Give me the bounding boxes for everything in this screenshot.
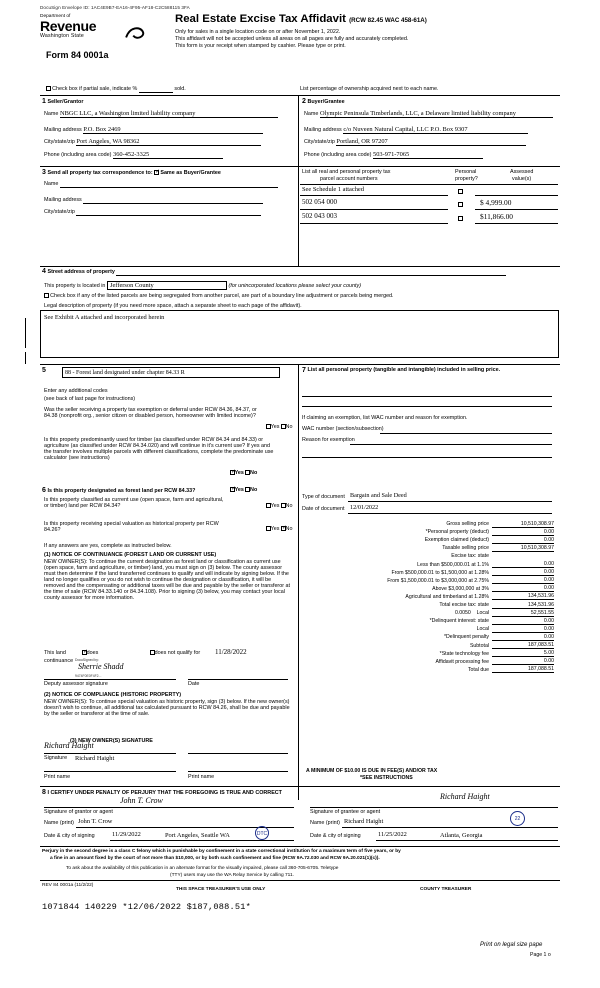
fin-label: *Delinquent penalty xyxy=(444,634,489,641)
segregated-row xyxy=(44,293,394,299)
ownership-note: List percentage of ownership acquired next to each name. xyxy=(300,86,439,92)
corr-city-label: City/state/zip xyxy=(44,209,75,215)
land-use-code-value: 88 - Forest land designated under chapter 84.33 R xyxy=(65,370,185,376)
fin-value[interactable]: 0.00 xyxy=(492,616,554,624)
new-owner-sig-label: Signature xyxy=(44,755,68,761)
fin-value[interactable]: 0.00 xyxy=(492,584,554,592)
form-header xyxy=(40,14,560,74)
if-any-yes-note: If any answers are yes, complete as instructed below. xyxy=(44,543,172,549)
new-owner-printed[interactable]: Richard Haight xyxy=(75,755,115,762)
table-row xyxy=(302,543,554,551)
seller-city-label: City/state/zip xyxy=(44,139,75,145)
partial-sale-row xyxy=(46,86,186,93)
same-as-buyer-checkbox[interactable] xyxy=(154,170,159,175)
table-row xyxy=(302,592,554,600)
revenue-swirl-icon xyxy=(124,25,146,41)
parcel-col2-header-2: property? xyxy=(455,176,478,182)
seller-phone-value[interactable]: 360-452-3325 xyxy=(113,151,223,159)
fin-label: Above $3,000,000 at 3% xyxy=(432,585,489,592)
fin-value[interactable]: 0.00 xyxy=(492,568,554,576)
print-name-label-left: Print name xyxy=(44,774,71,780)
fin-label: From $1,500,000.01 to $3,000,000 at 2.75% xyxy=(387,577,489,584)
personal-property-checkbox[interactable] xyxy=(458,189,463,194)
header-sub-2: This affidavit will not be accepted unless all areas on all pages are fully and accurately completed. xyxy=(175,36,409,42)
table-row xyxy=(302,584,554,592)
treasurer-space-label: THIS SPACE TREASURER'S USE ONLY xyxy=(176,887,266,892)
section-2-number: 2 xyxy=(302,98,306,105)
section-4-number: 4 xyxy=(42,268,46,275)
tax-calculation-table xyxy=(302,519,554,673)
located-in-row xyxy=(44,281,361,290)
fin-value[interactable]: 0.00 xyxy=(492,559,554,567)
table-row xyxy=(302,212,337,220)
print-name-label-right: Print name xyxy=(188,774,215,780)
fin-label: Subtotal xyxy=(469,642,489,649)
section-personal-property xyxy=(302,367,537,374)
fin-value[interactable]: 134,531.96 xyxy=(492,592,554,600)
accessibility-note-line2: (TTY) users may use the WA Relay Service by calling 711. xyxy=(170,873,294,878)
fin-value[interactable]: 0.00 xyxy=(492,657,554,665)
q2-no-label: No xyxy=(250,470,258,477)
corr-mail-row xyxy=(44,197,263,204)
section-street-address xyxy=(42,268,506,276)
section-use-code xyxy=(42,367,46,374)
corr-name-label: Name xyxy=(44,181,59,187)
q6c-no-checkbox[interactable] xyxy=(281,526,286,531)
document-type-label: Type of document xyxy=(302,494,345,500)
fin-value[interactable]: 187,083.51 xyxy=(492,640,554,648)
q6c-no-label: No xyxy=(285,526,293,533)
q6b-no-label: No xyxy=(285,503,293,510)
see-instructions-note: *SEE INSTRUCTIONS xyxy=(360,775,413,781)
buyer-phone-value[interactable]: 503-971-7065 xyxy=(373,151,483,159)
fin-label: Exemption claimed (deduct) xyxy=(424,537,489,544)
q2-yes-checkbox[interactable] xyxy=(230,470,235,475)
partial-sale-checkbox[interactable] xyxy=(46,86,51,91)
section-3-title: Send all property tax correspondence to: xyxy=(47,170,153,176)
fin-value[interactable]: 5.00 xyxy=(492,649,554,657)
current-use-question: Is this property classified as current use (open space, farm and agricultural, or timber) land per RCW 84.34? xyxy=(44,497,224,509)
fin-value[interactable]: 134,531.96 xyxy=(492,600,554,608)
seller-mail-row xyxy=(44,126,263,134)
q6a-no-label: No xyxy=(250,487,258,494)
personal-property-checkbox[interactable] xyxy=(458,202,463,207)
timber-use-question: Is this property predominantly used for timber (as classified under RCW 84.34 and 84.33) or agriculture (as classified under RCW 84.34.020) and will continue in it's current use? If yes and the transfer involves multiple parcels with different classifications, complete the predominate use calculator (see instructions) xyxy=(44,437,274,461)
wac-number-label: WAC number (section/subsection) xyxy=(302,426,384,432)
table-row xyxy=(302,649,554,657)
fin-value[interactable]: 10,510,308.97 xyxy=(492,519,554,527)
exemption-question: Was the seller receiving a property tax exemption or deferral under RCW 84.36, 84.37, or 84.38 (nonprofit org., senior citizen or disabled person, homeowner with limited income)? xyxy=(44,407,257,419)
fin-value[interactable]: 0.00 xyxy=(492,576,554,584)
section-7-title: List all personal property (tangible and intangible) included in selling price. xyxy=(307,367,501,373)
grantor-print-label: Name (print) xyxy=(44,820,74,826)
minimum-due-note: A MINIMUM OF $10.00 IS DUE IN FEE(S) AND/OR TAX xyxy=(306,768,438,774)
treasurer-stamp: 1071844 140229 *12/06/2022 $187,088.51* xyxy=(42,902,251,912)
fin-label: Agricultural and timberland at 1.28% xyxy=(405,593,489,600)
parcel-col1-header-2: parcel account numbers xyxy=(320,176,378,182)
docusign-envelope-id: DocuSign Envelope ID: 1AC4E9B7-EA16-4F95-AF18-C2C588115 3FA xyxy=(40,5,190,10)
page-title xyxy=(175,13,427,25)
land-use-code-select[interactable] xyxy=(62,367,280,378)
fin-label: From $500,000.01 to $1,500,000 at 1.28% xyxy=(391,569,489,576)
buyer-name-row xyxy=(304,110,553,118)
buyer-mail-label: Mailing address xyxy=(304,127,342,133)
continuance-label: continuance xyxy=(44,658,74,664)
deputy-assessor-label: Deputy assessor signature xyxy=(44,681,108,687)
exemption-note: If claiming an exemption, list WAC number and reason for exemption. xyxy=(302,415,468,421)
accessibility-note-line1: To ask about the availability of this publication in an alternate format for the visually impaired, please call 360-705-6705. Teletype xyxy=(66,866,339,871)
fin-value[interactable]: 0.00 xyxy=(492,535,554,543)
grantee-print-name[interactable]: Richard Haight xyxy=(344,818,384,825)
buyer-phone-row xyxy=(304,151,483,159)
legal-description-box[interactable] xyxy=(40,310,559,358)
table-row xyxy=(302,535,554,543)
header-sub-3: This form is your receipt when stamped by cashier. Please type or print. xyxy=(175,43,346,49)
document-date-label: Date of document xyxy=(302,506,345,512)
section-3-number: 3 xyxy=(42,169,46,176)
see-back-note: (see back of last page for instructions) xyxy=(44,396,136,402)
fin-label: Affidavit processing fee xyxy=(435,658,489,665)
q6b-answer-group xyxy=(266,503,292,509)
corr-city-row xyxy=(44,209,261,216)
q6a-answer-group xyxy=(230,487,257,493)
grantor-date-value[interactable]: 11/29/2022 xyxy=(112,831,141,838)
perjury-note-line1: Perjury in the second degree is a class C felony which is punishable by confinement in a state correctional institution for a maximum term of five years, or by xyxy=(42,849,401,854)
docusign-stamp-id: 9474F0E0F4F2... xyxy=(75,674,102,678)
does-not-qualify-group xyxy=(150,650,200,656)
seller-city-row xyxy=(44,138,261,146)
grantee-date-value[interactable]: 11/25/2022 xyxy=(378,831,407,838)
segregated-checkbox[interactable] xyxy=(44,293,49,298)
notary-stamp-grantee: 22 xyxy=(510,811,525,826)
section-7-number: 7 xyxy=(302,367,306,374)
section-1-title: Seller/Grantor xyxy=(47,99,84,105)
q6a-yes-checkbox[interactable] xyxy=(230,487,235,492)
print-legal-size-note: Print on legal size pape xyxy=(480,942,543,948)
fin-value[interactable]: 0.00 xyxy=(492,527,554,535)
buyer-name-value[interactable]: Olympic Peninsula Timberlands, LLC, a Delaware limited liability company xyxy=(320,110,553,118)
fin-label: Total due xyxy=(467,666,489,673)
buyer-phone-label: Phone (including area code) xyxy=(304,152,372,158)
additional-codes-label: Enter any additional codes xyxy=(44,388,108,394)
buyer-city-row xyxy=(304,138,526,146)
notary-stamp-grantor: DTC xyxy=(255,826,269,840)
fin-value[interactable]: 10,510,308.97 xyxy=(492,543,554,551)
q6a-yes-label: Yes xyxy=(234,487,244,494)
segregated-label: Check box if any of the listed parcels are being segregated from another parcel, are part of a boundary line adjustment or parcels being merged. xyxy=(50,293,394,300)
seller-mail-label: Mailing address xyxy=(44,127,82,133)
q1-yes-label: Yes xyxy=(270,424,280,431)
fin-label: *Personal property (deduct) xyxy=(425,529,489,536)
grantor-date-label: Date & city of signing xyxy=(44,833,95,839)
document-date-value[interactable]: 12/01/2022 xyxy=(350,504,379,511)
buyer-mail-value[interactable]: c/o Nuveen Natural Capital, LLC P.O. Box 9307 xyxy=(343,126,528,134)
buyer-city-label: City/state/zip xyxy=(304,139,335,145)
section-certification xyxy=(42,789,282,796)
revision-number: REV 84 0001a (11/2/22) xyxy=(42,883,94,888)
fin-label-local xyxy=(302,608,492,616)
fin-label: Gross selling price xyxy=(446,521,489,528)
agency-logo xyxy=(40,14,170,39)
assessor-date-label: Date xyxy=(188,681,200,687)
table-row xyxy=(302,616,554,624)
same-as-buyer-label: Same as Buyer/Grantee xyxy=(160,170,221,176)
located-in-label: This property is located in xyxy=(44,283,106,289)
seller-city-value[interactable]: Port Angeles, WA 98362 xyxy=(76,138,261,146)
table-row xyxy=(302,665,554,673)
parcel-col3-header: Assessed xyxy=(510,169,534,175)
local-rate: 0.0050 xyxy=(454,610,471,617)
does-not-qualify-label: does not qualify for xyxy=(154,650,201,657)
parcel-number[interactable]: 502 043 003 xyxy=(302,212,337,220)
does-qualify-checkbox[interactable] xyxy=(82,650,87,655)
grantor-signature: John T. Crow xyxy=(120,796,163,805)
fin-value[interactable]: 187,088.51 xyxy=(492,665,554,673)
assessed-value[interactable]: $11,866.00 xyxy=(480,212,513,221)
agency-name: Revenue xyxy=(40,18,97,34)
parcel-col2-header: Personal xyxy=(455,169,477,175)
forest-land-question: Is this property designated as forest land per RCW 84.33? xyxy=(47,488,196,494)
notice-compliance-body: NEW OWNER(S): To continue special valuation as historic property, sign (3) below. If the new owner(s) doesn't wish to continue, all additional tax calculated pursuant to RCW 84.26, shall be due and payable by the seller or transferor at the time of sale. xyxy=(44,699,290,717)
section-8-number: 8 xyxy=(42,789,46,796)
new-owner-signature: Richard Haight xyxy=(44,741,94,750)
buyer-city-value[interactable]: Portland, OR 97207 xyxy=(336,138,526,146)
table-row xyxy=(302,551,554,559)
county-select[interactable]: Jefferson County xyxy=(107,281,227,290)
fin-label: *Delinquent interest: state xyxy=(429,618,489,625)
seller-name-label: Name xyxy=(44,111,59,117)
q1-answer-group xyxy=(266,424,292,430)
historic-question: Is this property receiving special valuation as historical property per RCW 84.26? xyxy=(44,521,219,533)
county-treasurer-label: COUNTY TREASURER xyxy=(420,887,472,892)
table-row xyxy=(302,600,554,608)
table-row xyxy=(302,576,554,584)
partial-sale-tail: sold. xyxy=(174,86,186,93)
section-2-title: Buyer/Grantee xyxy=(307,99,345,105)
section-designation xyxy=(42,487,195,494)
legal-description-label: Legal description of property (if you need more space, attach a separate sheet to each page of the affidavit). xyxy=(44,303,302,309)
section-seller xyxy=(42,98,83,105)
fin-label: Local xyxy=(476,626,489,633)
notice-continuance-title: (1) NOTICE OF CONTINUANCE (FOREST LAND OR CURRENT USE) xyxy=(44,552,217,558)
parcel-col3-header-2: value(s) xyxy=(512,176,532,182)
q6c-answer-group xyxy=(266,526,292,532)
table-row xyxy=(302,624,554,632)
seller-mail-value[interactable]: P.O. Box 2469 xyxy=(83,126,263,134)
form-number: Form 84 0001a xyxy=(46,50,109,60)
fin-label: Excise tax: state xyxy=(451,553,489,560)
agency-state: Washington State xyxy=(40,33,84,39)
this-land-label: This land xyxy=(44,650,66,656)
page-title-text: Real Estate Excise Tax Affidavit xyxy=(175,13,346,25)
q2-answer-group xyxy=(230,470,257,476)
page-title-rcw: (RCW 82.45 WAC 458-61A) xyxy=(349,17,427,24)
corr-name-row xyxy=(44,181,278,188)
parcel-col1-header: List all real and personal property tax xyxy=(302,169,391,175)
grantee-signature: Richard Haight xyxy=(440,792,490,801)
buyer-name-label: Name xyxy=(304,111,319,117)
table-row xyxy=(302,559,554,567)
assessed-value[interactable]: $ 4,999.00 xyxy=(480,198,512,207)
grantor-city-value[interactable]: Port Angeles, Seattle WA xyxy=(165,832,230,839)
fin-value[interactable]: 0.00 xyxy=(492,632,554,640)
new-owner-signature-title: (3) NEW OWNER(S) SIGNATURE xyxy=(70,738,153,744)
fin-label: Total excise tax: state xyxy=(439,602,489,609)
section-4-title: Street address of property xyxy=(47,269,115,275)
agency-dept-label: Department of xyxy=(40,14,71,19)
table-row xyxy=(302,657,554,665)
fin-label: Taxable selling price xyxy=(442,545,489,552)
corr-mail-label: Mailing address xyxy=(44,197,82,203)
grantee-date-label: Date & city of signing xyxy=(310,833,361,839)
assessor-date-value[interactable]: 11/28/2022 xyxy=(215,648,247,656)
docusign-stamp-label: DocuSigned by: xyxy=(75,658,99,662)
perjury-note-line2: a fine in an amount fixed by the court of not more than $10,000, or by both such confinement and fine (RCW 9A.72.030 and RCW 9A.20.021(1)(c)). xyxy=(50,856,380,861)
table-row xyxy=(302,608,554,616)
fin-value[interactable]: 52,551.55 xyxy=(492,608,554,616)
grantee-print-label: Name (print) xyxy=(310,820,340,826)
section-1-number: 1 xyxy=(42,98,46,105)
section-5-number: 5 xyxy=(42,367,46,374)
table-row xyxy=(302,198,337,206)
seller-name-value[interactable]: NBGC LLC, a Washington limited liability company xyxy=(60,110,278,118)
fin-label: *State technology fee xyxy=(439,650,489,657)
notice-compliance-title: (2) NOTICE OF COMPLIANCE (HISTORIC PROPERTY) xyxy=(44,692,182,698)
page-number: Page 1 o xyxy=(530,952,551,958)
personal-property-checkbox[interactable] xyxy=(458,216,463,221)
fin-label: Less than $500,000.01 at 1.1% xyxy=(417,561,489,568)
does-qualify-group xyxy=(82,650,98,656)
notice-continuance-body: NEW OWNER(S): To continue the current designation as forest land or classification as current use (open space, farm and agriculture, or timber) land, you must sign on (3) below. The county assessor must then determine if the land transferred continues to qualify and will indicate by signing below. If the land no longer qualifies or you do not wish to continue the designation or classification, it will be removed and the compensating or additional taxes will be due and payable by the seller or transferor at the time of sale (RCW 84.33.140 or 84.34.108). Prior to signing (3) below, you may contact your local county assessor for more information. xyxy=(44,559,291,601)
fin-value[interactable]: 0.00 xyxy=(492,624,554,632)
certification-title: I CERTIFY UNDER PENALTY OF PERJURY THAT THE FOREGOING IS TRUE AND CORRECT xyxy=(47,790,282,796)
buyer-mail-row xyxy=(304,126,528,134)
table-row xyxy=(302,640,554,648)
table-row xyxy=(302,632,554,640)
table-row xyxy=(302,186,452,193)
grantor-signature-label: Signature of grantor or agent xyxy=(44,809,113,815)
reason-exemption-label: Reason for exemption xyxy=(302,437,355,443)
seller-phone-row xyxy=(44,151,223,159)
header-sub-1: Only for sales in a single location code on or after November 1, 2022. xyxy=(175,29,341,35)
table-row xyxy=(302,519,554,527)
fin-label: Local xyxy=(476,610,489,617)
does-qualify-label: does xyxy=(86,650,99,657)
section-correspondence xyxy=(42,169,221,176)
table-row xyxy=(302,527,554,535)
section-buyer xyxy=(302,98,345,105)
located-in-note: (for unincorporated locations please select your county) xyxy=(228,283,361,289)
partial-sale-label: Check box if partial sale, indicate % xyxy=(52,86,138,93)
section-6-number: 6 xyxy=(42,487,46,494)
deputy-assessor-signature: Sherrie Shadd xyxy=(78,662,124,671)
grantor-print-name[interactable]: John T. Crow xyxy=(78,818,113,825)
parcel-number[interactable]: 502 054 000 xyxy=(302,198,337,206)
q1-no-label: No xyxy=(285,424,293,431)
grantee-city-value[interactable]: Atlanta, Georgia xyxy=(440,832,483,839)
table-row xyxy=(302,568,554,576)
seller-phone-label: Phone (including area code) xyxy=(44,152,112,158)
q6b-yes-label: Yes xyxy=(270,503,280,510)
parcel-number[interactable]: See Schedule 1 attached xyxy=(302,186,364,193)
grantee-signature-label: Signature of grantee or agent xyxy=(310,809,381,815)
document-type-value[interactable]: Bargain and Sale Deed xyxy=(350,492,407,499)
legal-description-value: See Exhibit A attached and incorporated herein xyxy=(44,314,165,321)
q2-yes-label: Yes xyxy=(234,470,244,477)
q6c-yes-label: Yes xyxy=(270,526,280,533)
seller-name-row xyxy=(44,110,294,118)
